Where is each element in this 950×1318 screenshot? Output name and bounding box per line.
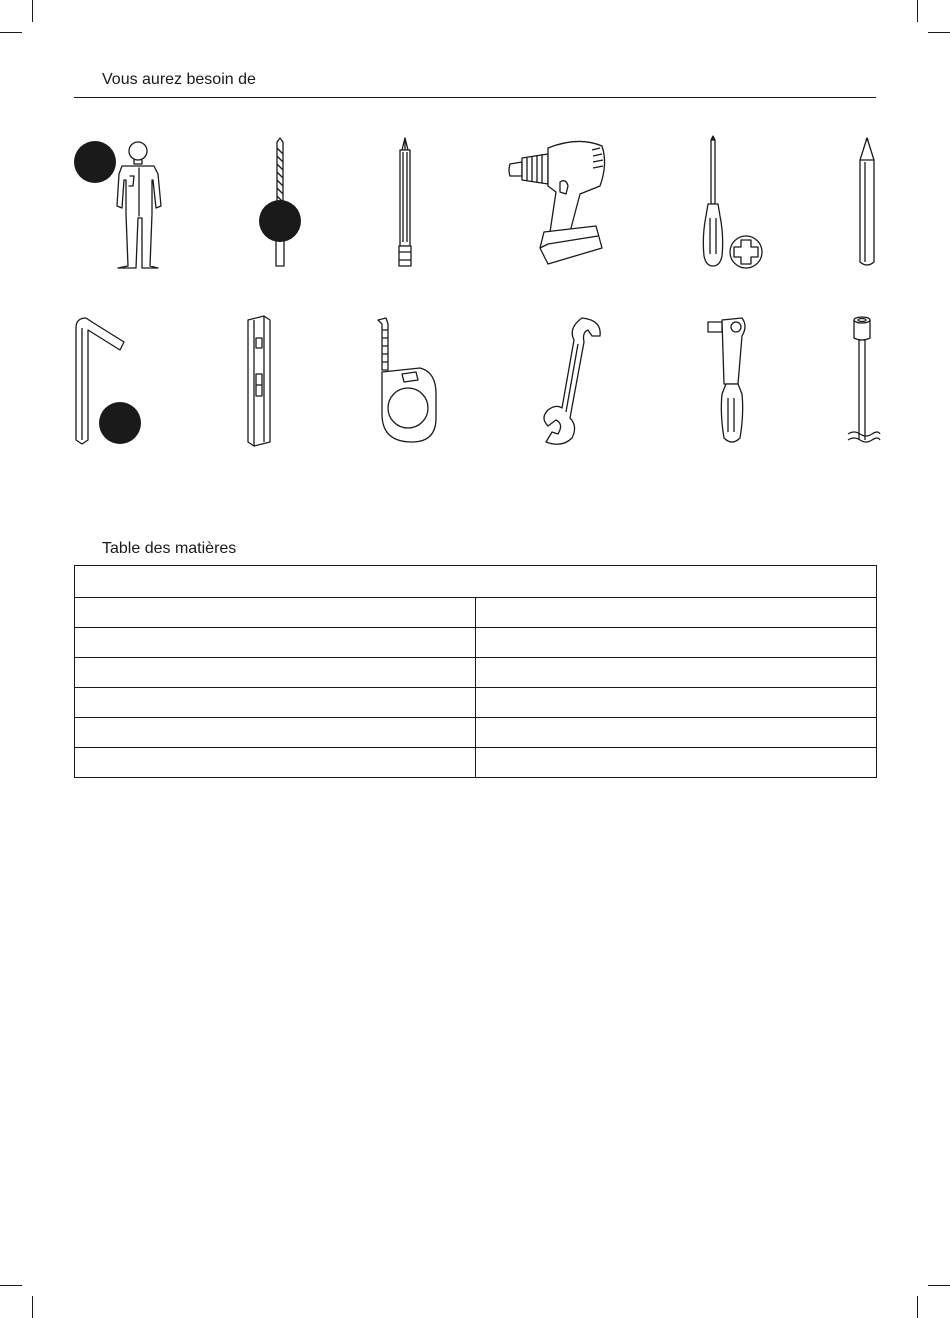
toc-row — [75, 628, 877, 658]
toc-entry-label — [75, 718, 476, 748]
tape-measure-icon — [376, 314, 440, 448]
toc-entry-label — [75, 688, 476, 718]
toc-entry-label — [75, 598, 476, 628]
toc-row — [75, 658, 877, 688]
toc-entry-label — [75, 628, 476, 658]
cordless-drill-icon — [508, 136, 608, 270]
ratchet-socket-wrench-icon — [702, 314, 762, 448]
crop-mark-bottom-right — [928, 1285, 950, 1286]
toc-row — [75, 688, 877, 718]
toc-row — [75, 598, 877, 628]
toc-entry-page — [476, 688, 877, 718]
phillips-bit-icon — [390, 136, 420, 270]
toc-entry-label — [75, 658, 476, 688]
toc-entry-page — [476, 598, 877, 628]
crop-mark-bottom-right — [917, 1296, 918, 1318]
crop-mark-top-right — [928, 32, 950, 33]
toc-entry-page — [476, 658, 877, 688]
phillips-screwdriver-icon — [696, 136, 776, 270]
badge-circle — [73, 140, 117, 184]
crop-mark-top-left — [32, 0, 33, 22]
pencil-icon — [854, 136, 884, 270]
crop-mark-bottom-left — [32, 1296, 33, 1318]
title-divider — [74, 97, 876, 98]
crop-mark-top-left — [0, 32, 22, 33]
toc-row — [75, 718, 877, 748]
toc-title: Table des matières — [102, 540, 237, 557]
toc-header-cell — [75, 566, 877, 598]
crop-mark-top-right — [917, 0, 918, 22]
crop-mark-bottom-left — [0, 1285, 22, 1286]
toc-entry-page — [476, 718, 877, 748]
socket-extension-icon — [846, 314, 882, 448]
toc-header-row — [75, 566, 877, 598]
tools-section-title: Vous aurez besoin de — [102, 71, 256, 88]
toc-entry-page — [476, 748, 877, 778]
spirit-level-icon — [244, 314, 274, 448]
toc-table — [74, 565, 877, 778]
badge-circle — [258, 199, 302, 243]
badge-circle — [98, 401, 142, 445]
open-end-wrench-icon — [536, 314, 606, 448]
toc-row — [75, 748, 877, 778]
toc-entry-label — [75, 748, 476, 778]
toc-entry-page — [476, 628, 877, 658]
